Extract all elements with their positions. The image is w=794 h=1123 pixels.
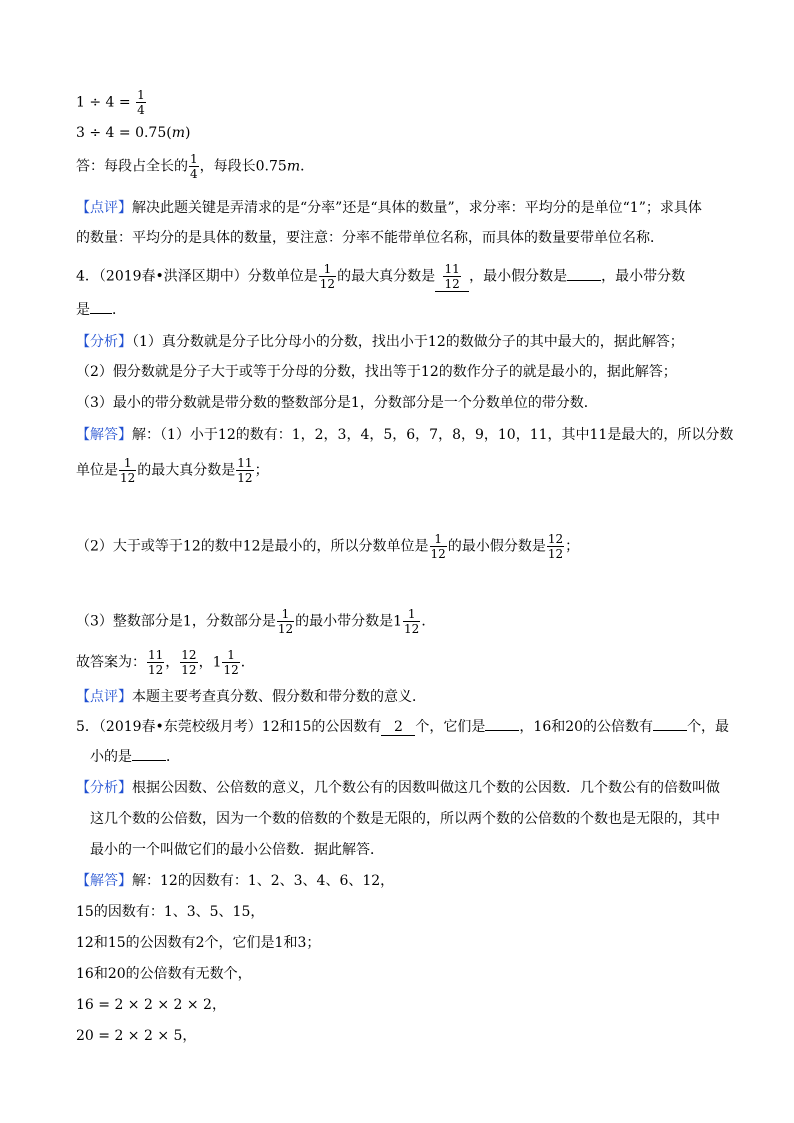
analysis-line: 【分析】（1）真分数就是分子比分母小的分数，找出小于12的数做分子的其中最大的，据此解答； xyxy=(76,334,684,350)
fraction: $\frac{1}{4}$ xyxy=(190,152,198,181)
answer-blank xyxy=(132,760,166,761)
solution-line: 15的因数有：1、3、5、15， xyxy=(76,904,265,920)
equation-text: 1 ÷ 4 = xyxy=(76,94,131,111)
solution-line: 单位是 $\frac{1}{12}$ 的最大真分数是 $\frac{11}{12}$ ； xyxy=(76,456,269,485)
fraction: $\frac{1}{4}$ xyxy=(137,88,145,117)
solution-tag: 【解答】 xyxy=(76,873,132,889)
solution-line: 12和15的公因数有2个，它们是1和3； xyxy=(76,935,321,951)
final-answer-line: 故答案为： $\frac{11}{12}$ ， $\frac{12}{12}$ ，1 $\frac{1}{12}$ ． xyxy=(76,648,255,677)
analysis-tag: 【分析】 xyxy=(76,780,132,796)
question-5-stem-cont: 小的是 ． xyxy=(90,749,180,765)
review-tag: 【点评】 xyxy=(76,200,132,216)
answer-blank: 2 xyxy=(381,719,415,736)
question-4-stem: 4．（2019春•洪泽区期中）分数单位是 $\frac{1}{12}$ 的最大真分数是 $\frac{11}{12}$ ，最小假分数是 ，最小带分数 xyxy=(76,262,686,291)
analysis-line: 这几个数的公倍数，因为一个数的倍数的个数是无限的，所以两个数的公倍数的个数也是无限的，其中 xyxy=(90,811,720,827)
solution-line: （3）整数部分是1，分数部分是 $\frac{1}{12}$ 的最小带分数是1 $\frac{1}{12}$ ． xyxy=(76,607,436,636)
question-4-stem-cont: 是 ． xyxy=(76,302,126,318)
analysis-line: 最小的一个叫做它们的最小公倍数．据此解答． xyxy=(90,842,384,858)
answer-blank xyxy=(485,730,519,731)
solution-line: 【解答】解：12的因数有：1、2、3、4、6、12， xyxy=(76,873,395,889)
review-line: 【点评】本题主要考查真分数、假分数和带分数的意义． xyxy=(76,689,426,705)
solution-line: 16和20的公倍数有无数个， xyxy=(76,966,252,982)
solution-line: （2）大于或等于12的数中12是最小的，所以分数单位是 $\frac{1}{12}$ 的最小假分数是 $\frac{12}{12}$ ； xyxy=(76,532,580,561)
solution-line: 【解答】解：（1）小于12的数有：1，2，3，4，5，6，7，8，9，10，11，其中11是最大的，所以分数 xyxy=(76,427,734,443)
analysis-tag: 【分析】 xyxy=(76,334,132,350)
answer-line: 答：每段占全长的 $\frac{1}{4}$ ，每段长0.75m． xyxy=(76,152,315,181)
solution-tag: 【解答】 xyxy=(76,427,132,443)
review-line: 的数量：平均分的是具体的数量，要注意：分率不能带单位名称，而具体的数量要带单位名称． xyxy=(76,230,664,246)
solution-line: 20 = 2 × 2 × 5， xyxy=(76,1028,197,1044)
answer-blank xyxy=(90,313,112,314)
review-tag: 【点评】 xyxy=(76,689,132,705)
answer-blank xyxy=(653,730,687,731)
question-5-stem: 5．（2019春•东莞校级月考）12和15的公因数有 2 个，它们是 ，16和20的公倍数有 个，最 xyxy=(76,719,730,735)
answer-blank: $\frac{11}{12}$ xyxy=(435,262,469,292)
analysis-line: （3）最小的带分数就是带分数的整数部分是1，分数部分是一个分数单位的带分数． xyxy=(76,395,598,411)
solution-line: 16 = 2 × 2 × 2 × 2， xyxy=(76,997,226,1013)
answer-blank xyxy=(567,280,601,281)
analysis-line: （2）假分数就是分子大于或等于分母的分数，找出等于12的数作分子的就是最小的，据此解答； xyxy=(76,364,677,380)
analysis-line: 【分析】根据公因数、公倍数的意义，几个数公有的因数叫做这几个数的公因数．几个数公有的倍数叫做 xyxy=(76,780,720,796)
review-line: 【点评】解决此题关键是弄清求的是“分率”还是“具体的数量”，求分率：平均分的是单位“1”；求具体 xyxy=(76,200,702,216)
equation-line xyxy=(76,88,147,117)
equation-line: 3 ÷ 4 = 0.75(m) xyxy=(76,125,191,141)
